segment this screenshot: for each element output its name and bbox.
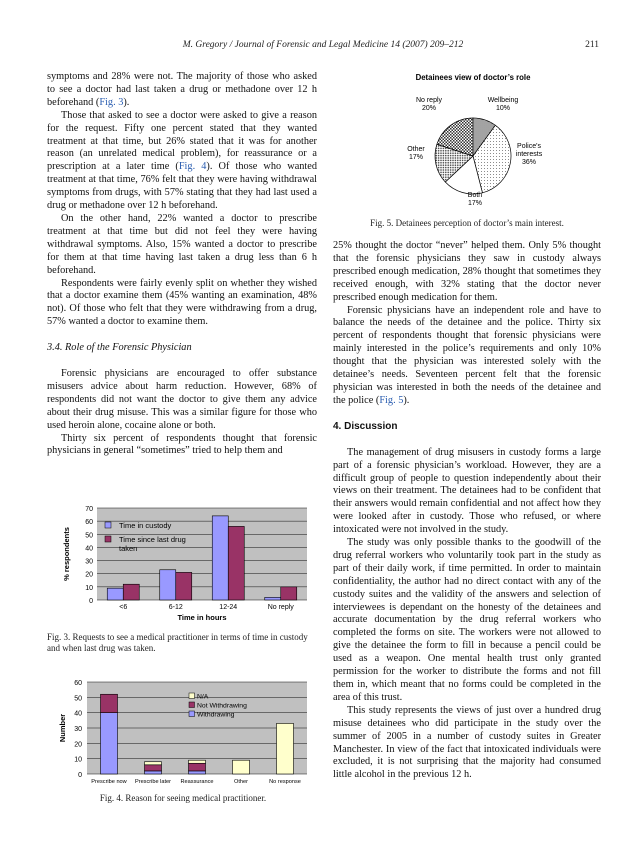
x-tick-label: Reassurance bbox=[180, 779, 214, 785]
bar-time-in-custody bbox=[265, 597, 281, 600]
legend-swatch bbox=[189, 693, 195, 699]
bar-time-since-last-drug-taken bbox=[281, 587, 297, 600]
figure-5 bbox=[375, 68, 565, 219]
paragraph: The study was only possible thanks to the goodwill of the drug referral workers who voluntarily took part in the study as part of their daily work, if time permitted. In order to maintain confidentiality, the author had no direct contact with any of the custody suites and the validity of the answers and selection of interviewees is dependant on the honesty of the detainees and accurate documentation by the drug referral workers who completed the forms on site. The workers were not allowed to give the detainee the form to fill in because a pencil could be used as a weapon. One mental health trust only granted permission for the worker to distribute the forms and not fill them in, which meant that no forms could be completed in the area of this trust. bbox=[333, 537, 601, 703]
bar-time-in-custody bbox=[107, 588, 123, 600]
figure-link[interactable]: Fig. 3 bbox=[99, 96, 124, 108]
x-tick-label: No response bbox=[269, 779, 301, 785]
page-number: 211 bbox=[585, 40, 599, 50]
x-axis-title: Time in hours bbox=[177, 613, 227, 622]
legend-label: Time in custody bbox=[119, 521, 172, 530]
figure-4 bbox=[47, 674, 317, 791]
figure-link[interactable]: Fig. 4 bbox=[178, 161, 207, 173]
y-tick-label: 20 bbox=[74, 741, 82, 749]
figure-3 bbox=[47, 500, 317, 631]
paragraph: Forensic physicians are encouraged to offer substance misusers advice about harm reduction. However, 68% of respondents did not want the doctor to give them any advice about their drug misuse. This was a similar figure for those who used heroin alone, cocaine alone or both. bbox=[47, 368, 317, 431]
section-heading: 3.4. Role of the Forensic Physician bbox=[47, 342, 192, 354]
bar-time-since-last-drug-taken bbox=[123, 584, 139, 600]
x-tick-label: No reply bbox=[267, 604, 294, 611]
slice-label: Other 17% bbox=[407, 146, 425, 161]
slice-label: Both 17% bbox=[467, 192, 483, 207]
y-tick-label: 30 bbox=[85, 558, 93, 566]
bar-n-a bbox=[145, 762, 162, 765]
legend-label: N/A bbox=[197, 693, 209, 701]
bar-withdrawing bbox=[101, 713, 118, 774]
section-heading: 4. Discussion bbox=[333, 420, 398, 432]
legend-swatch bbox=[105, 536, 111, 542]
y-tick-label: 30 bbox=[74, 726, 82, 733]
bar-time-since-last-drug-taken bbox=[176, 572, 192, 600]
figure-link[interactable]: Fig. 5 bbox=[379, 394, 404, 406]
paragraph: Those that asked to see a doctor were asked to give a reason for the request. Fifty one percent stated that they wanted treatment at that time, but 26% stated that it was for another reason (an unrelated medical problem), for reassurance or a prescription at a later time (Fig. 4). Of those who wanted treatment at that time, 76% felt that they were having withdrawal symptoms from drugs, with 57% stating that they had last used a drug or methadone over 12 h beforehand. bbox=[47, 109, 317, 212]
y-tick-label: 70 bbox=[85, 506, 93, 513]
y-tick-label: 20 bbox=[85, 571, 93, 579]
right-column bbox=[333, 240, 601, 782]
y-tick-label: 40 bbox=[85, 545, 93, 553]
bar-time-in-custody bbox=[212, 516, 228, 600]
fig3-chart bbox=[47, 500, 317, 626]
chart-title: Detainees view of doctor’s role bbox=[415, 73, 531, 82]
bar-not-withdrawing bbox=[189, 763, 206, 771]
paragraph: Thirty six percent of respondents thought that forensic physicians in general “sometimes” tried to help them and bbox=[47, 432, 317, 457]
figure-5-caption: Fig. 5. Detainees perception of doctor’s main interest. bbox=[370, 218, 564, 228]
y-tick-label: 0 bbox=[78, 772, 82, 779]
legend-label: Not Withdrawing bbox=[197, 702, 247, 710]
fig5-chart bbox=[375, 68, 565, 214]
bar-not-withdrawing bbox=[101, 694, 118, 712]
paragraph: The management of drug misusers in custody forms a large part of a forensic physician’s workload. However, they are a difficult group of people to question independently about their views on their treatment. The detainees had to be confident that their answers would remain confidential and not affect how they were looked after in custody. Those who refused, or where intoxicated were not involved in the study. bbox=[333, 446, 601, 536]
x-tick-label: Prescribe now bbox=[91, 779, 127, 785]
bar-n-a bbox=[233, 760, 250, 774]
y-tick-label: 40 bbox=[74, 710, 82, 718]
y-tick-label: 50 bbox=[74, 695, 82, 703]
legend-label: Time since last drug taken bbox=[119, 535, 186, 553]
figure-3-caption: Fig. 3. Requests to see a medical practitioner in terms of time in custody and when last drug was taken. bbox=[47, 632, 308, 653]
paragraph: On the other hand, 22% wanted a doctor to prescribe treatment at that time but did not feel they were having withdrawal symptoms. Also, 15% wanted a doctor to prescribe for them at that time having last taken a drug less than 6 h beforehand. bbox=[47, 212, 317, 276]
bar-withdrawing bbox=[145, 771, 162, 774]
paragraph: 25% thought the doctor “never” helped them. Only 5% thought that the forensic physicians they saw in custody always prescribed enough medication, 28% thought that sometimes they received enough, with 32% stating that the doctor never prescribed enough medication for them. bbox=[333, 240, 601, 303]
bar-withdrawing bbox=[189, 771, 206, 774]
y-tick-label: 0 bbox=[89, 598, 93, 605]
journal-citation: M. Gregory / Journal of Forensic and Legal Medicine 14 (2007) 209–212 bbox=[182, 40, 464, 50]
y-axis-title: Number bbox=[58, 713, 67, 743]
y-tick-label: 10 bbox=[85, 584, 93, 592]
y-tick-label: 50 bbox=[85, 532, 93, 540]
paragraph: This study represents the views of just over a hundred drug misuse detainees who did participate in the study over the summer of 2005 in a number of custody suites in Greater Manchester. In view of the fact that intoxicated individuals were excluded, it is not surprising that the majority had consumed little alcohol in the previous 12 h. bbox=[333, 704, 601, 781]
bar-n-a bbox=[189, 760, 206, 763]
x-tick-label: Prescribe later bbox=[134, 779, 172, 785]
x-tick-label: <6 bbox=[119, 604, 128, 611]
legend-swatch bbox=[105, 522, 111, 528]
paragraph: symptoms and 28% were not. The majority of those who asked to see a doctor had last taken a drug or methadone over 12 h beforehand (Fig. 3). bbox=[47, 71, 317, 108]
left-column bbox=[47, 71, 317, 458]
y-tick-label: 60 bbox=[74, 680, 82, 687]
bar-n-a bbox=[277, 723, 294, 774]
x-tick-label: Other bbox=[234, 779, 248, 785]
fig4-chart bbox=[47, 674, 317, 786]
slice-label: Police's interests 36% bbox=[515, 143, 543, 166]
y-tick-label: 10 bbox=[74, 756, 82, 764]
bar-not-withdrawing bbox=[145, 765, 162, 771]
figure-4-caption: Fig. 4. Reason for seeing medical practitioner. bbox=[99, 793, 267, 803]
bar-time-since-last-drug-taken bbox=[228, 526, 244, 600]
slice-label: Wellbeing 10% bbox=[487, 97, 519, 112]
paragraph: Forensic physicians have an independent role and have to balance the needs of the detainee and the police. Thirty six percent of respondents thought that forensic physicians were mainly interested in the police’s requirements and only 10% thought that the physician was interested solely with the detainee’s needs. Seventeen percent felt that the forensic physician was interested in both the needs of the detainee and the police (Fig. 5). bbox=[333, 304, 601, 406]
bar-time-in-custody bbox=[160, 570, 176, 600]
x-tick-label: 12-24 bbox=[219, 604, 238, 611]
slice-label: No reply 20% bbox=[415, 97, 443, 112]
paragraph: Respondents were fairly evenly split on whether they wished that a doctor examine them (45% wanting an examination, 48% not). Of those who felt that they were withdrawing from a drug, 57% wanted a doctor to examine them. bbox=[47, 277, 317, 328]
x-tick-label: 6-12 bbox=[168, 604, 183, 611]
legend-swatch bbox=[189, 702, 195, 708]
legend-swatch bbox=[189, 711, 195, 717]
page-header bbox=[47, 40, 599, 54]
y-tick-label: 60 bbox=[85, 519, 93, 527]
legend-label: Withdrawing bbox=[197, 711, 235, 719]
y-axis-title: % respondents bbox=[62, 527, 71, 581]
